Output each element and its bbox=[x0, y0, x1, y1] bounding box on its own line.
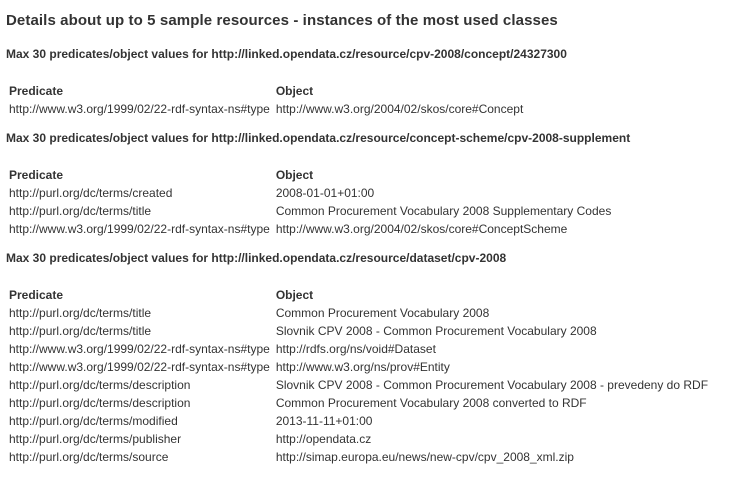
object-cell: http://opendata.cz bbox=[275, 432, 372, 446]
triples-table bbox=[6, 82, 736, 118]
section-title: Max 30 predicates/object values for http://linked.opendata.cz/resource/cpv-2008/concept/24327300 bbox=[6, 47, 567, 61]
table-row bbox=[6, 448, 736, 466]
object-cell: http://simap.europa.eu/news/new-cpv/cpv_2008_xml.zip bbox=[275, 450, 574, 464]
object-column-header: Object bbox=[275, 288, 314, 302]
resource-section-2 bbox=[6, 131, 736, 238]
table-row bbox=[6, 340, 736, 358]
section-title: Max 30 predicates/object values for http://linked.opendata.cz/resource/concept-scheme/cpv-2008-supplement bbox=[6, 131, 631, 145]
table-row bbox=[6, 322, 736, 340]
object-cell: Common Procurement Vocabulary 2008 bbox=[275, 306, 490, 320]
table-row bbox=[6, 184, 736, 202]
triples-table bbox=[6, 286, 736, 466]
object-column-header: Object bbox=[275, 84, 314, 98]
predicate-column-header: Predicate bbox=[9, 288, 64, 302]
predicate-cell: http://purl.org/dc/terms/description bbox=[9, 378, 191, 392]
predicate-cell: http://purl.org/dc/terms/title bbox=[9, 324, 152, 338]
predicate-cell: http://purl.org/dc/terms/title bbox=[9, 306, 152, 320]
table-row bbox=[6, 202, 736, 220]
resource-section-1 bbox=[6, 47, 736, 118]
object-cell: http://www.w3.org/2004/02/skos/core#Concept bbox=[275, 102, 524, 116]
table-header-row bbox=[6, 82, 736, 100]
predicate-cell: http://purl.org/dc/terms/title bbox=[9, 204, 152, 218]
table-row bbox=[6, 304, 736, 322]
resource-section-3 bbox=[6, 251, 736, 466]
object-cell: http://www.w3.org/2004/02/skos/core#ConceptScheme bbox=[275, 222, 568, 236]
table-row bbox=[6, 220, 736, 238]
table-row bbox=[6, 358, 736, 376]
predicate-cell: http://www.w3.org/1999/02/22-rdf-syntax-ns#type bbox=[9, 102, 270, 116]
page-heading: Details about up to 5 sample resources - instances of the most used classes bbox=[6, 12, 558, 29]
section-title: Max 30 predicates/object values for http://linked.opendata.cz/resource/dataset/cpv-2008 bbox=[6, 251, 507, 265]
predicate-cell: http://www.w3.org/1999/02/22-rdf-syntax-ns#type bbox=[9, 342, 270, 356]
predicate-cell: http://purl.org/dc/terms/publisher bbox=[9, 432, 182, 446]
object-cell: Common Procurement Vocabulary 2008 converted to RDF bbox=[275, 396, 587, 410]
object-cell: http://rdfs.org/ns/void#Dataset bbox=[275, 342, 436, 356]
predicate-cell: http://www.w3.org/1999/02/22-rdf-syntax-ns#type bbox=[9, 222, 270, 236]
predicate-cell: http://purl.org/dc/terms/source bbox=[9, 450, 169, 464]
table-row bbox=[6, 430, 736, 448]
table-row bbox=[6, 412, 736, 430]
predicate-cell: http://purl.org/dc/terms/description bbox=[9, 396, 191, 410]
table-row bbox=[6, 376, 736, 394]
predicate-cell: http://www.w3.org/1999/02/22-rdf-syntax-ns#type bbox=[9, 360, 270, 374]
object-cell: http://www.w3.org/ns/prov#Entity bbox=[275, 360, 450, 374]
object-cell: Common Procurement Vocabulary 2008 Supplementary Codes bbox=[275, 204, 612, 218]
table-row bbox=[6, 100, 736, 118]
object-column-header: Object bbox=[275, 168, 314, 182]
object-cell: 2008-01-01+01:00 bbox=[275, 186, 375, 200]
object-cell: Slovnik CPV 2008 - Common Procurement Vocabulary 2008 bbox=[275, 324, 597, 338]
predicate-column-header: Predicate bbox=[9, 168, 64, 182]
predicate-cell: http://purl.org/dc/terms/modified bbox=[9, 414, 178, 428]
table-header-row bbox=[6, 166, 736, 184]
object-cell: 2013-11-11+01:00 bbox=[275, 414, 373, 428]
predicate-cell: http://purl.org/dc/terms/created bbox=[9, 186, 173, 200]
object-cell: Slovnik CPV 2008 - Common Procurement Vocabulary 2008 - prevedeny do RDF bbox=[275, 378, 709, 392]
table-row bbox=[6, 394, 736, 412]
table-header-row bbox=[6, 286, 736, 304]
triples-table bbox=[6, 166, 736, 238]
predicate-column-header: Predicate bbox=[9, 84, 64, 98]
